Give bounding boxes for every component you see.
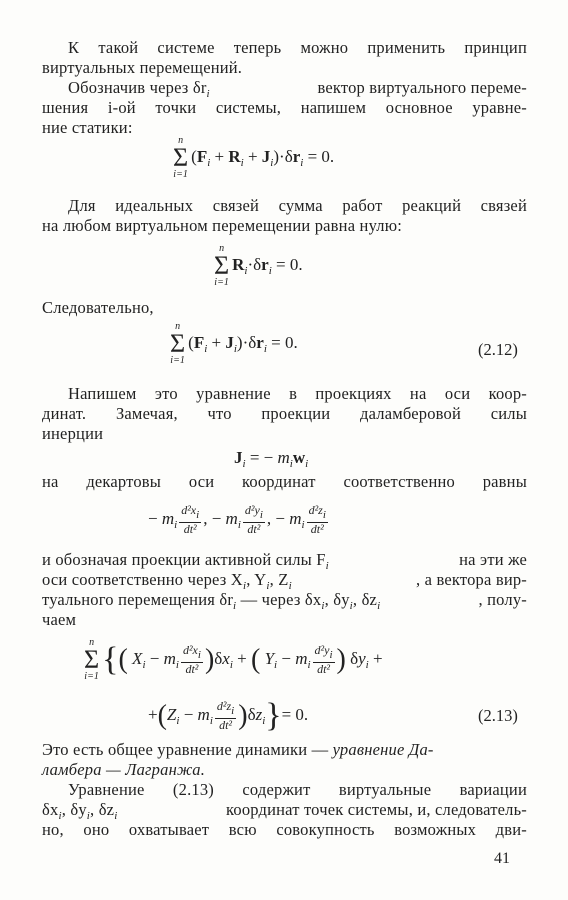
text-line-16: чаем xyxy=(42,610,77,629)
text-line-18: ламбера — Лагранжа. xyxy=(42,760,206,779)
sum-symbol: n Σ i=1 xyxy=(173,135,189,180)
equation-6b: $+(Z_i - m_i$ $\frac{\text{d²zi}}{\text{dt²}}$ )$\delta z_i\}= 0$. xyxy=(148,697,309,734)
equation-6a: n Σ i=1 {( $X_i - m_i$ $\frac{\text{d²xi}}{\text{dt²}}$ )$\delta x_i$ + ( $Y_i - m_i$ $\frac{\text{d²yi}}{\text{dt²}}$ ) $\delta y_i$ + xyxy=(84,637,383,682)
text-line-13: и обозначая проекции активной силы $F_i$ xyxy=(42,550,329,572)
sum-symbol: n Σ i=1 xyxy=(84,637,100,682)
page-number: 41 xyxy=(494,850,510,867)
equation-1: n Σ i=1 $(F_i + R_i + J_i)\cdot\delta r_i = 0$. xyxy=(173,135,335,180)
equation-3: n Σ i=1 $(F_i + J_i)\cdot\delta r_i = 0$. xyxy=(170,321,298,366)
text-line-17: Это есть общее уравнение динамики — уравнение Да- xyxy=(42,740,434,759)
text-line-5: ние статики: xyxy=(42,118,133,137)
text-line-8: Следовательно, xyxy=(42,298,154,317)
text-line-19: Уравнение (2.13) содержит виртуальные вариации xyxy=(68,780,527,799)
text-line-12: на декартовы оси координат соответственно равны xyxy=(42,472,527,491)
text-line-13b: на эти же xyxy=(459,550,527,569)
text-line-14b: , а вектора вир- xyxy=(415,570,527,589)
equation-4: $J_i$ = − $m_iw_i$ xyxy=(234,448,309,470)
sum-symbol: n Σ i=1 xyxy=(170,321,186,366)
equation-number-2-13: (2.13) xyxy=(478,706,518,725)
text-line-15: туального перемещения $\delta r_i$ — через $\delta x_i$, $\delta y_i$, $\delta z_i$ xyxy=(42,590,381,612)
text-line-1: К такой системе теперь можно применить принцип xyxy=(68,38,527,57)
text-line-21: но, оно охватывает всю совокупность возможных дви- xyxy=(42,820,527,839)
equation-number-2-12: (2.12) xyxy=(478,340,518,359)
text-line-9: Напишем это уравнение в проекциях на оси коор- xyxy=(68,384,527,403)
sum-symbol: n Σ i=1 xyxy=(214,243,230,288)
text-line-3: Обозначив через $\delta r_i$ xyxy=(68,78,210,100)
text-line-3b: вектор виртуального переме- xyxy=(317,78,527,97)
text-line-10: динат. Замечая, что проекции даламберовой силы xyxy=(42,404,527,423)
text-line-4: шения i-ой точки системы, напишем основное уравне- xyxy=(42,98,527,117)
text-line-11: инерции xyxy=(42,424,104,443)
equation-5: − $m_i$ $\frac{\text{d²xi}}{\text{dt²}}$ , − $m_i$ $\frac{\text{d²yi}}{\text{dt²}}$ , − $m_i$ $\frac{\text{d²zi}}{\text{dt²}}$ xyxy=(148,503,326,536)
text-line-20: $\delta x_i$, $\delta y_i$, $\delta z_i$ xyxy=(42,800,118,822)
text-line-7: на любом виртуальном перемещении равна нулю: xyxy=(42,216,403,235)
text-line-6: Для идеальных связей сумма работ реакций связей xyxy=(68,196,527,215)
text-line-14: оси соответственно через $X_i$, $Y_i$, $Z_i$ xyxy=(42,570,292,592)
text-line-20b: координат точек системы, и, следователь- xyxy=(225,800,527,819)
text-line-15b: , полу- xyxy=(478,590,527,609)
equation-2: n Σ i=1 $R_i\cdot\delta r_i = 0$. xyxy=(214,243,303,288)
text-line-2: виртуальных перемещений. xyxy=(42,58,243,77)
